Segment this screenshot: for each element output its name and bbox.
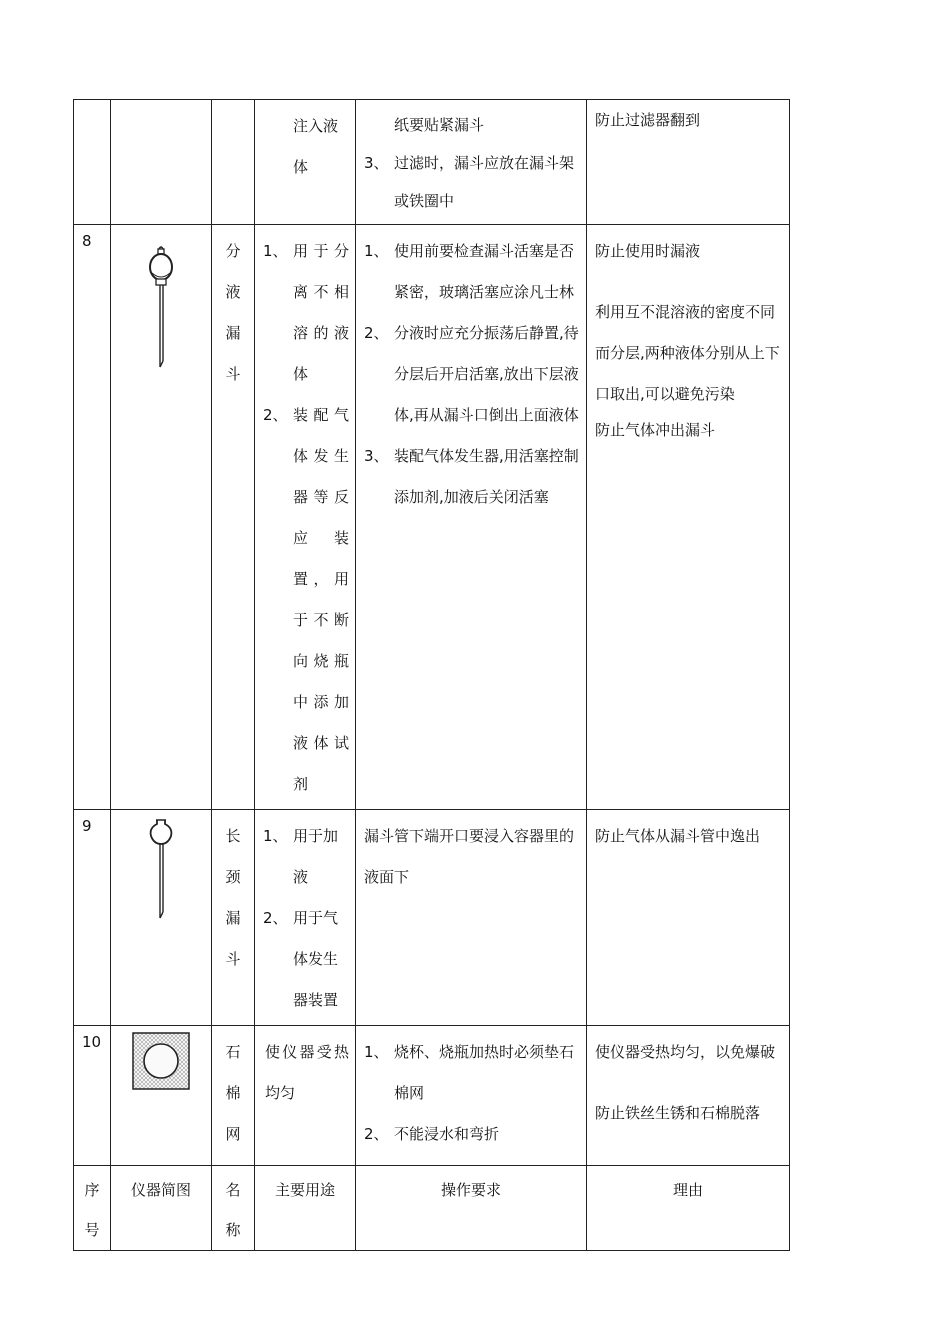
name-char: 颈 [225,868,241,886]
reason-text: 利用互不混溶液的密度不同而分层,两种液体分别从上下口取出,可以避免污染 [595,303,780,403]
separatory-funnel-icon [146,245,176,373]
ops-cell [356,100,587,225]
header-char: 号 [84,1221,100,1239]
header-ops: 操作要求 [356,1166,587,1251]
item-number: 3、 [364,447,389,465]
usage-text: 装配气体发生器等反应装置，用于不断向烧瓶中添加液体试剂 [293,406,349,793]
table-row-8 [74,225,790,810]
name-cell [212,100,255,225]
ops-text: 分液时应充分振荡后静置,待分层后开启活塞,放出下层液体,再从漏斗口倒出上面液体 [394,324,579,424]
name-char: 分 [225,242,241,260]
ops-cell [356,225,587,810]
row-index: 10 [82,1033,102,1051]
name-char: 斗 [225,950,241,968]
diagram-cell [111,1026,212,1166]
diagram-cell [111,225,212,810]
diagram-cell [111,810,212,1026]
reason-text: 防止气体从漏斗管中逸出 [595,827,761,845]
name-char: 石 [225,1043,241,1061]
item-number: 2、 [364,1125,389,1143]
item-number: 2、 [364,324,389,342]
ops-text: 烧杯、烧瓶加热时必须垫石棉网 [394,1043,575,1102]
usage-text: 使仪器受热均匀 [265,1043,349,1102]
ops-text: 纸要贴紧漏斗 [394,116,485,134]
ops-text: 装配气体发生器,用活塞控制添加剂,加液后关闭活塞 [394,447,579,506]
table-header-row [74,1166,790,1251]
item-number: 1、 [263,827,288,845]
reason-text: 防止气体冲出漏斗 [595,421,716,439]
name-char: 漏 [225,324,241,342]
name-char: 棉 [225,1084,241,1102]
reason-cell [587,100,790,225]
name-cell [212,225,255,810]
apparatus-table [73,99,790,1251]
header-char: 序 [84,1181,100,1199]
row-index: 8 [82,232,92,250]
ops-text: 漏斗管下端开口要浸入容器里的液面下 [364,827,575,886]
reason-cell [587,225,790,810]
name-char: 网 [225,1125,241,1143]
usage-text: 用于加液 [293,827,339,886]
ops-text: 使用前要检查漏斗活塞是否紧密，玻璃活塞应涂凡士林 [394,242,575,301]
index-cell [74,1026,111,1166]
item-number [364,106,394,144]
reason-text: 使仪器受热均匀，以免爆破 [595,1043,776,1061]
header-index [74,1166,111,1251]
usage-cell [255,810,356,1026]
item-number: 3、 [364,154,389,172]
header-diagram: 仪器简图 [111,1166,212,1251]
reason-text: 防止铁丝生锈和石棉脱落 [595,1104,761,1122]
ops-text: 不能浸水和弯折 [394,1125,500,1143]
usage-cell [255,1026,356,1166]
table-row-9 [74,810,790,1026]
index-cell [74,100,111,225]
index-cell [74,810,111,1026]
table-row-continuation [74,100,790,225]
usage-line: 体 [293,158,309,176]
reason-cell [587,810,790,1026]
reason-text: 防止过滤器翻到 [595,111,701,129]
usage-text: 用于气体发生器装置 [293,909,339,1009]
usage-text: 用于分离不相溶的液体 [293,242,349,383]
ops-cell [356,1026,587,1166]
ops-text: 过滤时，漏斗应放在漏斗架或铁圈中 [394,154,575,210]
usage-cell [255,100,356,225]
name-char: 液 [225,283,241,301]
item-number: 1、 [263,242,288,260]
row-index: 9 [82,817,92,835]
header-reason: 理由 [587,1166,790,1251]
header-usage: 主要用途 [255,1166,356,1251]
reason-cell [587,1026,790,1166]
index-cell [74,225,111,810]
header-name [212,1166,255,1251]
name-cell [212,1026,255,1166]
name-char: 漏 [225,909,241,927]
usage-line: 注入液 [293,117,339,135]
item-number: 1、 [364,242,389,260]
header-char: 称 [225,1221,241,1239]
header-char: 名 [225,1181,241,1199]
item-number: 2、 [263,909,288,927]
item-number: 2、 [263,406,288,424]
usage-cell [255,225,356,810]
name-char: 斗 [225,365,241,383]
table-row-10 [74,1026,790,1166]
long-neck-funnel-icon [146,818,176,922]
name-char: 长 [225,827,241,845]
item-number: 1、 [364,1043,389,1061]
reason-text: 防止使用时漏液 [595,242,701,260]
asbestos-gauze-icon [132,1032,190,1090]
ops-cell [356,810,587,1026]
name-cell [212,810,255,1026]
diagram-cell [111,100,212,225]
